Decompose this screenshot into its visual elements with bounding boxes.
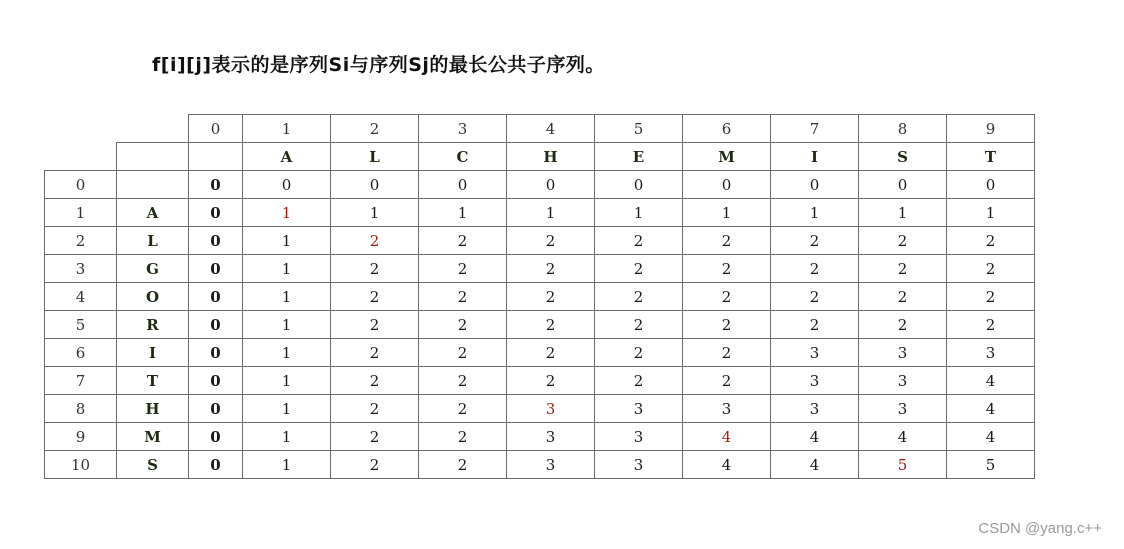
- watermark: CSDN @yang.c++: [978, 520, 1102, 537]
- dp-cell: 2: [595, 367, 683, 395]
- table-row: [45, 199, 1035, 227]
- dp-cell: 2: [331, 227, 419, 255]
- dp-cell: 2: [507, 339, 595, 367]
- dp-cell: 0: [859, 171, 947, 199]
- dp-cell: 2: [507, 283, 595, 311]
- dp-cell: 2: [859, 283, 947, 311]
- row-letter-header: I: [117, 339, 189, 367]
- dp-cell: 3: [771, 395, 859, 423]
- table-row: [45, 255, 1035, 283]
- dp-cell: 2: [331, 311, 419, 339]
- dp-cell: 2: [331, 255, 419, 283]
- page-title: f[i][j]表示的是序列Si与序列Sj的最长公共子序列。: [152, 54, 605, 76]
- col-letter-header: L: [331, 143, 419, 171]
- row-index-header: 4: [45, 283, 117, 311]
- row-letter-header: M: [117, 423, 189, 451]
- row-index-header: 7: [45, 367, 117, 395]
- row-index-header: 2: [45, 227, 117, 255]
- col-index-header: 8: [859, 115, 947, 143]
- letter-header-blank: [189, 143, 243, 171]
- col-letter-header: E: [595, 143, 683, 171]
- dp-cell: 3: [507, 395, 595, 423]
- row-letter-header: L: [117, 227, 189, 255]
- dp-cell: 0: [419, 171, 507, 199]
- dp-cell: 3: [507, 423, 595, 451]
- dp-cell: 0: [189, 171, 243, 199]
- dp-cell: 2: [419, 395, 507, 423]
- blank-cell: [117, 115, 189, 143]
- dp-cell: 2: [683, 311, 771, 339]
- dp-cell: 2: [595, 339, 683, 367]
- table-row: [45, 367, 1035, 395]
- dp-cell: 2: [331, 367, 419, 395]
- table-row: [45, 423, 1035, 451]
- dp-cell: 2: [683, 227, 771, 255]
- col-letter-header: I: [771, 143, 859, 171]
- dp-cell: 0: [243, 171, 331, 199]
- header-letter-row: [45, 143, 1035, 171]
- dp-cell: 2: [771, 283, 859, 311]
- dp-cell: 4: [683, 423, 771, 451]
- dp-cell: 2: [507, 367, 595, 395]
- col-index-header: 3: [419, 115, 507, 143]
- dp-cell: 2: [507, 311, 595, 339]
- col-index-header: 4: [507, 115, 595, 143]
- dp-cell: 3: [595, 451, 683, 479]
- dp-cell: 3: [595, 395, 683, 423]
- dp-cell: 2: [947, 283, 1035, 311]
- dp-cell: 3: [859, 339, 947, 367]
- row-letter-header: H: [117, 395, 189, 423]
- dp-cell: 2: [419, 367, 507, 395]
- dp-cell: 2: [595, 255, 683, 283]
- col-index-header: 9: [947, 115, 1035, 143]
- col-letter-header: A: [243, 143, 331, 171]
- dp-cell: 0: [947, 171, 1035, 199]
- dp-cell: 2: [859, 311, 947, 339]
- dp-cell: 2: [419, 423, 507, 451]
- dp-cell: 2: [419, 227, 507, 255]
- dp-cell: 2: [947, 255, 1035, 283]
- lcs-dp-table: [44, 114, 1035, 479]
- dp-cell: 2: [507, 227, 595, 255]
- dp-cell: 1: [243, 311, 331, 339]
- blank-cell: [45, 143, 117, 171]
- col-index-header: 2: [331, 115, 419, 143]
- dp-cell: 0: [331, 171, 419, 199]
- dp-cell: 0: [189, 423, 243, 451]
- dp-cell: 0: [189, 451, 243, 479]
- dp-cell: 2: [683, 367, 771, 395]
- dp-cell: 1: [243, 451, 331, 479]
- dp-cell: 1: [683, 199, 771, 227]
- dp-cell: 3: [595, 423, 683, 451]
- row-letter-header: A: [117, 199, 189, 227]
- row-letter-header: [117, 171, 189, 199]
- table-row: [45, 283, 1035, 311]
- dp-cell: 1: [243, 227, 331, 255]
- row-index-header: 5: [45, 311, 117, 339]
- col-index-header: 5: [595, 115, 683, 143]
- dp-cell: 2: [331, 451, 419, 479]
- col-index-header: 6: [683, 115, 771, 143]
- dp-cell: 1: [859, 199, 947, 227]
- table-row: [45, 311, 1035, 339]
- dp-cell: 1: [243, 283, 331, 311]
- header-index-row: [45, 115, 1035, 143]
- dp-cell: 4: [683, 451, 771, 479]
- dp-cell: 0: [507, 171, 595, 199]
- dp-cell: 1: [243, 339, 331, 367]
- col-letter-header: S: [859, 143, 947, 171]
- row-letter-header: T: [117, 367, 189, 395]
- table-row: [45, 171, 1035, 199]
- dp-cell: 2: [331, 283, 419, 311]
- dp-cell: 2: [331, 395, 419, 423]
- dp-cell: 2: [771, 311, 859, 339]
- dp-cell: 2: [683, 255, 771, 283]
- dp-cell: 3: [859, 367, 947, 395]
- col-index-header: 1: [243, 115, 331, 143]
- dp-cell: 1: [947, 199, 1035, 227]
- dp-cell: 1: [243, 395, 331, 423]
- dp-cell: 1: [771, 199, 859, 227]
- dp-cell: 4: [771, 451, 859, 479]
- dp-cell: 1: [331, 199, 419, 227]
- dp-cell: 0: [683, 171, 771, 199]
- row-letter-header: G: [117, 255, 189, 283]
- dp-cell: 2: [507, 255, 595, 283]
- row-index-header: 6: [45, 339, 117, 367]
- dp-cell: 3: [859, 395, 947, 423]
- row-index-header: 10: [45, 451, 117, 479]
- dp-cell: 0: [189, 311, 243, 339]
- dp-cell: 1: [243, 255, 331, 283]
- dp-cell: 3: [771, 367, 859, 395]
- row-letter-header: S: [117, 451, 189, 479]
- dp-cell: 5: [947, 451, 1035, 479]
- col-letter-header: T: [947, 143, 1035, 171]
- dp-cell: 0: [771, 171, 859, 199]
- row-index-header: 9: [45, 423, 117, 451]
- dp-cell: 3: [683, 395, 771, 423]
- table-row: [45, 395, 1035, 423]
- dp-cell: 2: [595, 311, 683, 339]
- col-index-header: 0: [189, 115, 243, 143]
- dp-cell: 1: [507, 199, 595, 227]
- dp-cell: 1: [243, 199, 331, 227]
- dp-cell: 3: [507, 451, 595, 479]
- dp-cell: 2: [331, 339, 419, 367]
- row-index-header: 3: [45, 255, 117, 283]
- dp-cell: 2: [419, 311, 507, 339]
- col-letter-header: H: [507, 143, 595, 171]
- dp-cell: 4: [947, 423, 1035, 451]
- dp-cell: 0: [189, 255, 243, 283]
- dp-cell: 2: [419, 283, 507, 311]
- dp-cell: 3: [947, 339, 1035, 367]
- row-letter-header: R: [117, 311, 189, 339]
- dp-cell: 1: [243, 367, 331, 395]
- dp-cell: 0: [595, 171, 683, 199]
- row-index-header: 8: [45, 395, 117, 423]
- dp-cell: 2: [947, 311, 1035, 339]
- dp-cell: 2: [419, 339, 507, 367]
- dp-cell: 1: [243, 423, 331, 451]
- dp-cell: 2: [595, 283, 683, 311]
- table-row: [45, 227, 1035, 255]
- dp-cell: 4: [947, 367, 1035, 395]
- dp-cell: 1: [595, 199, 683, 227]
- dp-cell: 0: [189, 199, 243, 227]
- dp-cell: 0: [189, 227, 243, 255]
- dp-cell: 4: [947, 395, 1035, 423]
- dp-cell: 2: [683, 339, 771, 367]
- dp-cell: 2: [419, 451, 507, 479]
- dp-cell: 2: [947, 227, 1035, 255]
- col-letter-header: C: [419, 143, 507, 171]
- dp-cell: 2: [859, 255, 947, 283]
- letter-header-blank: [117, 143, 189, 171]
- dp-cell: 0: [189, 367, 243, 395]
- col-letter-header: M: [683, 143, 771, 171]
- dp-cell: 0: [189, 339, 243, 367]
- dp-cell: 2: [683, 283, 771, 311]
- row-letter-header: O: [117, 283, 189, 311]
- dp-cell: 4: [771, 423, 859, 451]
- row-index-header: 0: [45, 171, 117, 199]
- table-row: [45, 339, 1035, 367]
- dp-cell: 1: [419, 199, 507, 227]
- dp-cell: 0: [189, 395, 243, 423]
- dp-cell: 4: [859, 423, 947, 451]
- blank-cell: [45, 115, 117, 143]
- dp-cell: 3: [771, 339, 859, 367]
- dp-cell: 2: [859, 227, 947, 255]
- dp-cell: 2: [771, 255, 859, 283]
- col-index-header: 7: [771, 115, 859, 143]
- dp-cell: 2: [595, 227, 683, 255]
- dp-cell: 2: [771, 227, 859, 255]
- dp-cell: 5: [859, 451, 947, 479]
- dp-cell: 2: [419, 255, 507, 283]
- table-row: [45, 451, 1035, 479]
- dp-cell: 0: [189, 283, 243, 311]
- row-index-header: 1: [45, 199, 117, 227]
- dp-cell: 2: [331, 423, 419, 451]
